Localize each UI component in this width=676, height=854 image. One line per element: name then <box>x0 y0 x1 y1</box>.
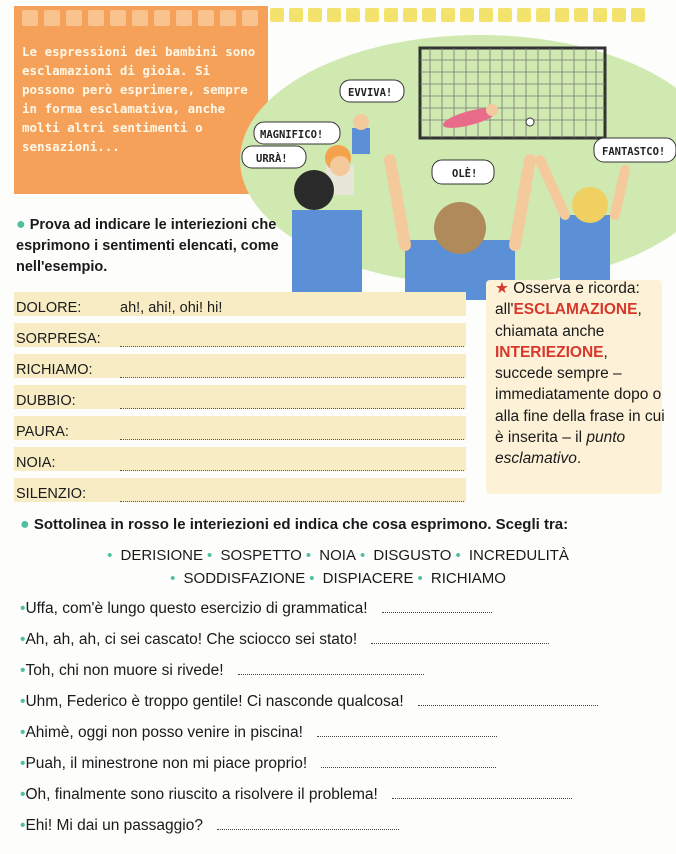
sentence-row <box>20 662 670 680</box>
sentence-text: Ahimè, oggi non posso venire in piscina! <box>25 724 303 741</box>
sentence-row <box>20 724 670 742</box>
bubble-fantastico: FANTASTCO! <box>602 146 666 158</box>
answer-blank[interactable] <box>120 334 464 347</box>
sentence-row <box>20 600 670 618</box>
emotion-row <box>14 385 466 409</box>
choice-word: DISGUSTO <box>373 547 452 564</box>
emotion-row <box>14 478 466 502</box>
emotion-row <box>14 354 466 378</box>
emotion-row <box>14 416 466 440</box>
bullet-icon: • <box>20 662 26 679</box>
bullet-icon: • <box>417 570 427 587</box>
emotion-label: SILENZIO: <box>16 486 87 502</box>
emotion-label: SORPRESA: <box>16 331 101 347</box>
answer-blank[interactable] <box>120 458 464 471</box>
bullet-icon: ● <box>16 216 26 233</box>
answer-blank[interactable] <box>120 427 464 440</box>
bullet-icon: • <box>309 570 319 587</box>
task2-instruction: ● Sottolinea in rosso le interiezioni ed indica che cosa esprimono. Scegli tra: <box>20 516 569 533</box>
answer-blank[interactable] <box>120 489 464 502</box>
star-icon: ★ <box>495 280 509 297</box>
sentence-text: Ah, ah, ah, ci sei cascato! Che sciocco sei stato! <box>25 631 358 648</box>
choice-word: RICHIAMO <box>430 570 506 587</box>
sentence-text: Toh, chi non muore si rivede! <box>25 662 224 679</box>
bullet-icon: • <box>207 547 217 564</box>
answer-blank[interactable] <box>120 396 464 409</box>
answer-blank[interactable] <box>321 766 496 768</box>
sentence-text: Oh, finalmente sono riuscito a risolvere il problema! <box>25 786 378 803</box>
answer-blank[interactable] <box>392 797 572 799</box>
bullet-icon: • <box>20 600 26 617</box>
choice-word: INCREDULITÀ <box>468 547 569 564</box>
answer-blank[interactable] <box>382 611 492 613</box>
bullet-icon: • <box>107 547 117 564</box>
intro-text: Le espressioni dei bambini sono esclamazioni di gioia. Si possono però esprimere, sempre in forma esclamativa, anche molti altri sentimenti o sensazioni... <box>22 44 256 154</box>
emotion-label: NOIA: <box>16 455 56 471</box>
emotion-label: RICHIAMO: <box>16 362 93 378</box>
answer-blank[interactable] <box>238 673 424 675</box>
bubble-ole: OLÈ! <box>452 168 478 180</box>
emotion-answer: ah!, ahi!, ohi! hi! <box>120 300 223 316</box>
sentence-text: Uhm, Federico è troppo gentile! Ci nasconde qualcosa! <box>25 693 404 710</box>
sentence-text: Puah, il minestrone non mi piace proprio! <box>25 755 308 772</box>
bullet-icon: • <box>20 724 26 741</box>
choice-word: SODDISFAZIONE <box>183 570 306 587</box>
bullet-icon: • <box>359 547 370 564</box>
bullet-icon: • <box>20 631 26 648</box>
bullet-icon: • <box>455 547 465 564</box>
answer-blank[interactable] <box>371 642 549 644</box>
bubble-urra: URRÀ! <box>256 153 288 165</box>
sentence-row <box>20 693 670 711</box>
choice-word: SOSPETTO <box>220 547 302 564</box>
task1-instruction: ● Prova ad indicare le interiezioni che esprimono i sentimenti elencati, come nell'esempio. <box>16 216 279 275</box>
sentence-row <box>20 817 670 835</box>
answer-blank[interactable] <box>317 735 497 737</box>
answer-blank[interactable] <box>418 704 598 706</box>
sentence-text: Ehi! Mi dai un passaggio? <box>25 817 203 834</box>
bullet-icon: • <box>305 547 316 564</box>
choices-row-2 <box>20 570 660 587</box>
emotion-row <box>14 323 466 347</box>
choices-row-1 <box>20 547 660 564</box>
bullet-icon: • <box>20 693 26 710</box>
emotion-label: PAURA: <box>16 424 69 440</box>
emotion-label: DOLORE: <box>16 300 82 316</box>
bullet-icon: • <box>170 570 180 587</box>
bubble-evviva: EVVIVA! <box>348 87 393 99</box>
choice-word: NOIA <box>319 547 356 564</box>
answer-blank[interactable] <box>217 828 399 830</box>
remember-note: ★ Osserva e ricorda: all'ESCLAMAZIONE, chiamata anche INTERIEZIONE, succede sempre – immediatamente dopo o alla fine della frase in cui è inserita – il punto esclamativo. <box>495 280 665 468</box>
sentence-row <box>20 786 670 804</box>
sentence-text: Uffa, com'è lungo questo esercizio di grammatica! <box>25 600 368 617</box>
emotion-row <box>14 292 466 316</box>
choice-word: DISPIACERE <box>322 570 414 587</box>
bullet-icon: • <box>20 755 26 772</box>
bullet-icon: • <box>20 817 26 834</box>
answer-blank[interactable] <box>120 365 464 378</box>
sentence-row <box>20 755 670 773</box>
bullet-icon: • <box>20 786 26 803</box>
bubble-magnifico: MAGNIFICO! <box>260 129 324 141</box>
choice-word: DERISIONE <box>120 547 204 564</box>
emotion-label: DUBBIO: <box>16 393 76 409</box>
sentence-row <box>20 631 670 649</box>
emotion-row <box>14 447 466 471</box>
bullet-icon: ● <box>20 516 30 533</box>
